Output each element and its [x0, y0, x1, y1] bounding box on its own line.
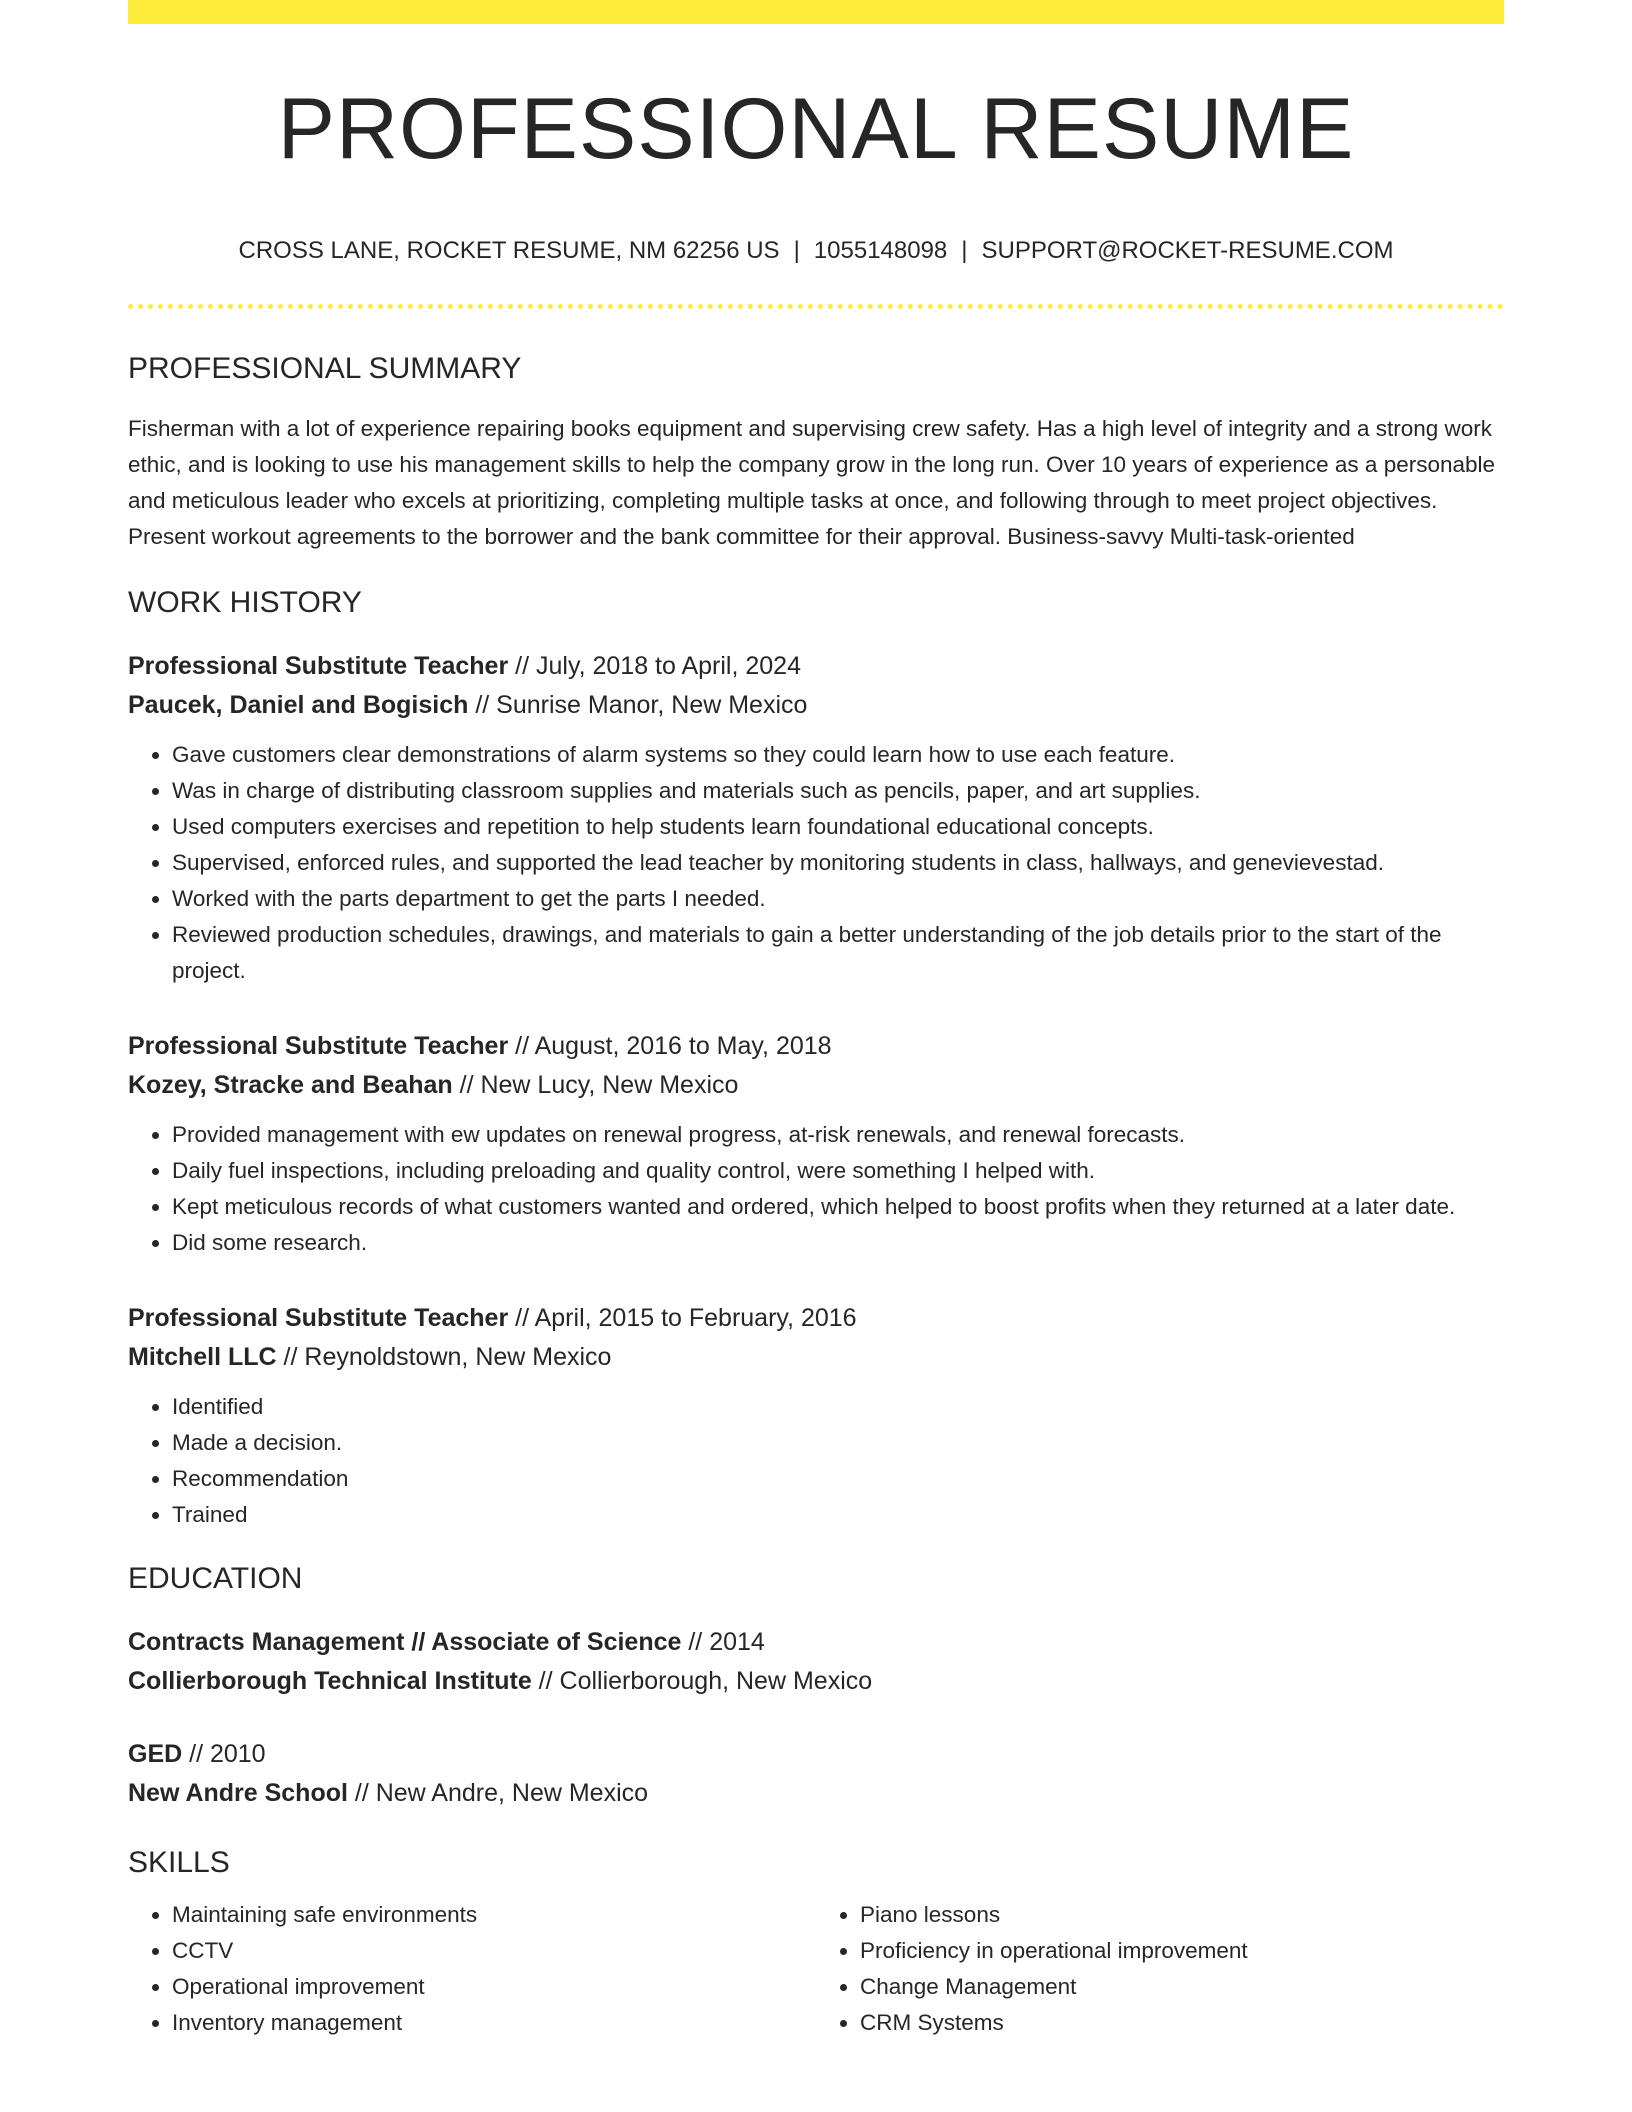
duty-item: • Provided management with ew updates on renewal progress, at-risk renewals, and renewal forecasts.: [172, 1117, 1504, 1153]
duty-item: • Kept meticulous records of what customers wanted and ordered, which helped to boost profits when they returned at a later date.: [172, 1189, 1504, 1225]
school-line: [128, 1662, 1504, 1701]
education-section: [128, 1561, 1504, 1813]
skills-left-column: [128, 1897, 816, 2041]
job-location: // Reynoldstown, New Mexico: [276, 1342, 612, 1371]
skill-item: • Maintaining safe environments: [172, 1897, 816, 1933]
degree-name: Contracts Management // Associate of Science: [128, 1627, 682, 1656]
degree-line: [128, 1623, 1504, 1662]
duty-item: • Reviewed production schedules, drawings, and materials to gain a better understanding of the job details prior to the start of the project.: [172, 917, 1504, 989]
skill-item: • Change Management: [860, 1969, 1504, 2005]
resume-title: PROFESSIONAL RESUME: [277, 81, 1355, 177]
school-location: // New Andre, New Mexico: [347, 1778, 649, 1807]
summary-heading: PROFESSIONAL SUMMARY: [128, 351, 522, 385]
degree-year: // 2010: [182, 1739, 266, 1768]
job-company: Kozey, Stracke and Beahan: [128, 1070, 453, 1099]
education-entry: [128, 1623, 1504, 1701]
skill-item: • Inventory management: [172, 2005, 816, 2041]
contact-phone: 1055148098: [813, 237, 948, 264]
education-heading: EDUCATION: [128, 1561, 303, 1595]
contact-email: SUPPORT@ROCKET-RESUME.COM: [981, 237, 1394, 264]
duty-item: • Daily fuel inspections, including preloading and quality control, were something I helped with.: [172, 1153, 1504, 1189]
job-entry: [128, 1027, 1504, 1261]
accent-bar: [128, 0, 1504, 24]
job-company: Mitchell LLC: [128, 1342, 277, 1371]
resume-page: [128, 0, 1504, 2041]
duty-item: • Used computers exercises and repetition to help students learn foundational educational concepts.: [172, 809, 1504, 845]
job-entry: [128, 1299, 1504, 1533]
skill-item: • Proficiency in operational improvement: [860, 1933, 1504, 1969]
duty-item: • Supervised, enforced rules, and supported the lead teacher by monitoring students in class, hallways, and genevievestad.: [172, 845, 1504, 881]
job-duties: [128, 1117, 1504, 1261]
job-location: // Sunrise Manor, New Mexico: [468, 690, 808, 719]
school-location: // Collierborough, New Mexico: [531, 1666, 873, 1695]
skills-heading: SKILLS: [128, 1845, 230, 1879]
job-entry: [128, 647, 1504, 989]
skills-section: [128, 1845, 1504, 2041]
job-dates: // August, 2016 to May, 2018: [508, 1031, 832, 1060]
skills-grid: [128, 1897, 1504, 2041]
job-company-line: [128, 686, 1504, 725]
education-entry: [128, 1735, 1504, 1813]
job-title: Professional Substitute Teacher: [128, 651, 509, 680]
skill-item: • CCTV: [172, 1933, 816, 1969]
job-company-line: [128, 1066, 1504, 1105]
dotted-divider: [128, 304, 1504, 309]
duty-item: • Was in charge of distributing classroom supplies and materials such as pencils, paper, and art supplies.: [172, 773, 1504, 809]
duty-item: • Recommendation: [172, 1461, 1504, 1497]
job-dates: // April, 2015 to February, 2016: [508, 1303, 857, 1332]
job-location: // New Lucy, New Mexico: [452, 1070, 739, 1099]
contact-separator: |: [793, 237, 800, 264]
duty-item: • Identified: [172, 1389, 1504, 1425]
job-duties: [128, 737, 1504, 989]
school-line: [128, 1774, 1504, 1813]
job-duties: [128, 1389, 1504, 1533]
job-title: Professional Substitute Teacher: [128, 1031, 509, 1060]
job-company: Paucek, Daniel and Bogisich: [128, 690, 469, 719]
skill-item: • Operational improvement: [172, 1969, 816, 2005]
school-name: New Andre School: [128, 1778, 348, 1807]
duty-item: • Worked with the parts department to get the parts I needed.: [172, 881, 1504, 917]
work-history-heading: WORK HISTORY: [128, 585, 362, 619]
job-title: Professional Substitute Teacher: [128, 1303, 509, 1332]
work-history-section: [128, 585, 1504, 1533]
job-title-line: [128, 1027, 1504, 1066]
degree-name: GED: [128, 1739, 183, 1768]
contact-separator: |: [961, 237, 968, 264]
skill-item: • Piano lessons: [860, 1897, 1504, 1933]
job-title-line: [128, 647, 1504, 686]
contact-address: CROSS LANE, ROCKET RESUME, NM 62256 US: [238, 237, 780, 264]
job-dates: // July, 2018 to April, 2024: [508, 651, 801, 680]
skill-item: • CRM Systems: [860, 2005, 1504, 2041]
degree-year: // 2014: [681, 1627, 765, 1656]
contact-line: [128, 237, 1504, 266]
job-title-line: [128, 1299, 1504, 1338]
duty-item: • Did some research.: [172, 1225, 1504, 1261]
job-company-line: [128, 1338, 1504, 1377]
skills-right-column: [816, 1897, 1504, 2041]
duty-item: • Gave customers clear demonstrations of alarm systems so they could learn how to use each feature.: [172, 737, 1504, 773]
degree-line: [128, 1735, 1504, 1774]
summary-section: [128, 351, 1504, 555]
school-name: Collierborough Technical Institute: [128, 1666, 532, 1695]
duty-item: • Trained: [172, 1497, 1504, 1533]
summary-text: Fisherman with a lot of experience repairing books equipment and supervising crew safety. Has a high level of integrity and a strong work ethic, and is looking to use his management skills to help the company grow in the long run. Over 10 years of experience as a personable and meticulous leader who excels at prioritizing, completing multiple tasks at once, and following through to meet project objectives. Present workout agreements to the borrower and the bank committee for their approval. Business-savvy Multi-task-oriented: [128, 415, 1496, 549]
duty-item: • Made a decision.: [172, 1425, 1504, 1461]
